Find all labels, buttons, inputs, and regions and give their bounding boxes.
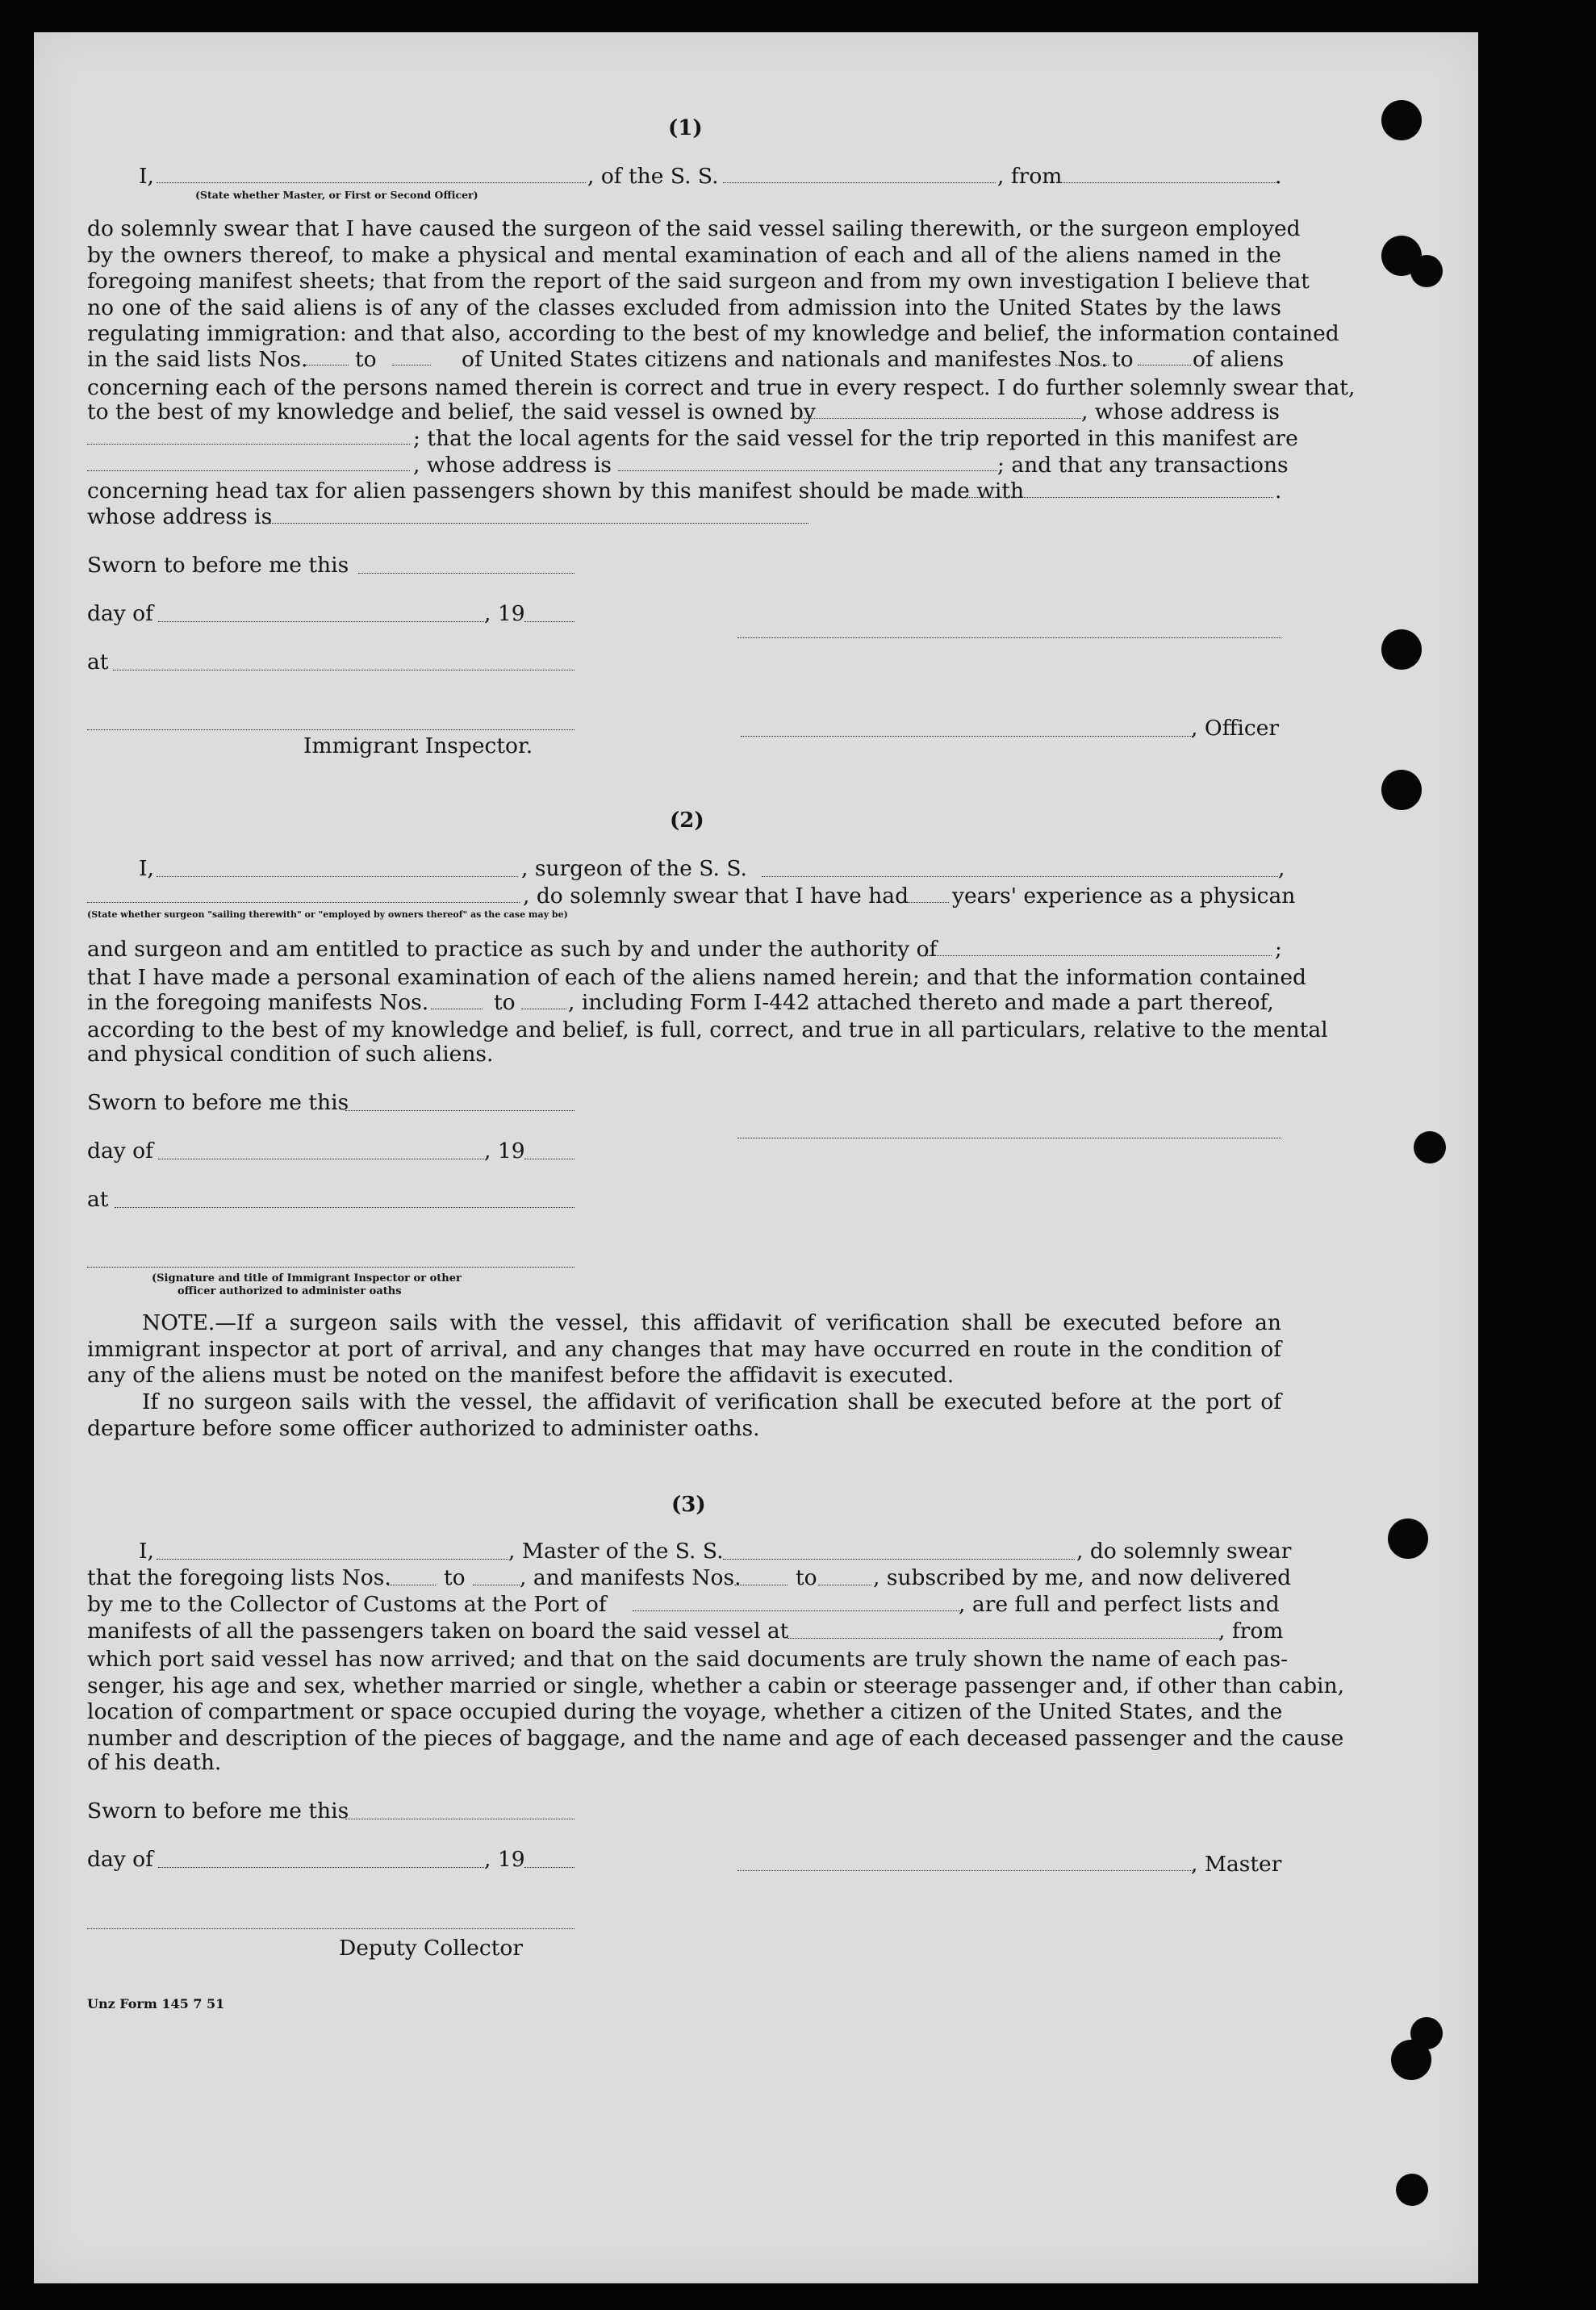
agents-address-label: , whose address is (413, 453, 612, 478)
swear-label: , do solemnly swear (1076, 1539, 1292, 1564)
officer-label: , Officer (1191, 716, 1280, 741)
ship-name-field[interactable] (723, 182, 996, 183)
aliens-label: of aliens (1193, 347, 1285, 372)
physical-line: and physical condition of such aliens. (87, 1042, 494, 1067)
binder-hole (1410, 255, 1443, 287)
label-of-ss: , of the S. S. (587, 164, 719, 189)
lists-label: in the said lists Nos. (87, 347, 308, 372)
month-field[interactable] (158, 621, 484, 622)
whose-address-label: whose address is (87, 504, 273, 529)
condition-paragraph (87, 1017, 1328, 1044)
to-label: to (1112, 347, 1134, 372)
oath-line: senger, his age and sex, whether married or single, whether a cabin or steerage passenger and, if other than cabin, (87, 1673, 1345, 1698)
note-paragraph: NOTE.—If a surgeon sails with the vessel, this affidavit of verification shall be executed before an immigrant inspector at port of arrival, and any changes that may have occurred en route in the condition of any of the aliens must be noted on the manifest before the affidavit is executed. (87, 1310, 1281, 1389)
signature-caption: (Signature and title of Immigrant Inspector or other (152, 1272, 462, 1284)
full-lists-label: , are full and perfect lists and (959, 1592, 1280, 1617)
officer-caption: (State whether Master, or First or Second Officer) (195, 189, 478, 201)
from-label: , from (1218, 1619, 1284, 1644)
surgeon-status-field[interactable] (87, 902, 520, 903)
label-i: I, (139, 1539, 154, 1564)
local-agents-label: ; that the local agents for the said vessel for the trip reported in this manifest are (413, 426, 1298, 451)
transactions-label: ; and that any transactions (997, 453, 1289, 478)
oath-paragraph (87, 216, 1339, 348)
from-port-field[interactable] (1059, 182, 1280, 183)
owned-by-label: to the best of my knowledge and belief, the said vessel is owned by (87, 399, 816, 424)
port-field[interactable] (633, 1610, 962, 1611)
swear-label: , do solemnly swear that I have had (523, 883, 909, 909)
surgeon-of-ss-label: , surgeon of the S. S. (521, 856, 747, 881)
binder-hole (1414, 1131, 1446, 1163)
period: . (1275, 478, 1282, 503)
foregoing-label: in the foregoing manifests Nos. (87, 990, 429, 1015)
signature-caption: officer authorized to administer oaths (178, 1285, 402, 1297)
alien-manifest-from-field[interactable] (1055, 365, 1109, 366)
master-ship-field[interactable] (723, 1559, 1075, 1560)
inspector-signature-field[interactable] (87, 729, 574, 730)
authority-label: and surgeon and am entitled to practice as such by and under the authority of (87, 937, 938, 962)
sworn-day-field[interactable] (358, 573, 574, 574)
section-1-heading: (1) (668, 116, 703, 140)
exam-line (87, 965, 1306, 992)
binder-hole (1381, 629, 1422, 670)
oath-line: regulating immigration: and that also, according to the best of my knowledge and belief, the information contained (87, 321, 1339, 347)
master-of-ss-label: , Master of the S. S. (508, 1539, 724, 1564)
concerning-line (87, 375, 1356, 402)
master-label: , Master (1191, 1852, 1282, 1877)
note-paragraph: If no surgeon sails with the vessel, the affidavit of verification shall be executed before at the port of departure before some officer authorized to administer oaths. (87, 1389, 1281, 1441)
authority-field[interactable] (921, 955, 1272, 956)
deputy-label: Deputy Collector (339, 1936, 523, 1961)
sworn-day-field[interactable] (345, 1110, 574, 1111)
year-prefix: , 19 (484, 1847, 525, 1872)
surgeon-ship-field[interactable] (762, 876, 1278, 877)
citizens-label: of United States citizens and nationals and manifestes Nos. (462, 347, 1108, 372)
oath-line: number and description of the pieces of baggage, and the name and age of each deceased passenger and the cause (87, 1725, 1344, 1751)
oath-line: which port said vessel has now arrived; and that on the said documents are truly shown the name of each pas- (87, 1647, 1289, 1672)
officer-signature-field[interactable] (737, 637, 1281, 638)
comma: , (1278, 856, 1285, 881)
label-i: I, (139, 164, 154, 189)
binder-hole (1381, 100, 1422, 140)
sworn-label: Sworn to before me this (87, 1798, 349, 1823)
according-text: according to the best of my knowledge and belief, is full, correct, and true in all particulars, relative to the mental (87, 1017, 1328, 1042)
owner-field[interactable] (796, 418, 1081, 419)
surgeon-name-field[interactable] (157, 876, 518, 877)
binder-hole (1396, 2174, 1428, 2206)
place-field[interactable] (115, 1207, 574, 1208)
master-name-field[interactable] (157, 1559, 508, 1560)
section-3-heading: (3) (671, 1493, 706, 1517)
citizen-list-to-field[interactable] (392, 365, 431, 366)
binder-hole (1388, 1518, 1428, 1559)
exam-text: that I have made a personal examination of each of the aliens named herein; and that the information contained (87, 965, 1306, 990)
to-label: to (796, 1565, 817, 1590)
owner-address-field[interactable] (87, 444, 410, 445)
to-label: to (444, 1565, 466, 1590)
head-tax-field[interactable] (954, 497, 1273, 498)
manifests-line-label: manifests of all the passengers taken on board the said vessel at (87, 1619, 789, 1644)
year-prefix: , 19 (484, 1138, 525, 1163)
oath-line: foregoing manifest sheets; that from the report of the said surgeon and from my own investigation I believe that (87, 269, 1310, 294)
label-from: , from (997, 164, 1063, 189)
master-signature-field[interactable] (737, 1870, 1193, 1871)
surgeon-caption: (State whether surgeon "sailing therewith" or "employed by owners thereof" as the case may be) (87, 909, 568, 920)
years-field[interactable] (900, 902, 949, 903)
collector-label: by me to the Collector of Customs at the Port of (87, 1592, 607, 1617)
including-label: , including Form I-442 attached thereto and made a part thereof, (568, 990, 1274, 1015)
form-number: Unz Form 145 7 51 (87, 1996, 225, 2011)
binder-hole (1381, 770, 1422, 810)
day-of-label: day of (87, 1847, 153, 1872)
years-label: years' experience as a physican (952, 883, 1296, 909)
section-2-heading: (2) (670, 808, 704, 833)
oath-line: location of compartment or space occupied during the voyage, whether a citizen of the United States, and the (87, 1699, 1283, 1725)
day-of-label: day of (87, 601, 153, 626)
embark-port-field[interactable] (788, 1638, 1220, 1639)
binder-hole (1391, 2040, 1431, 2080)
subscribed-label: , subscribed by me, and now delivered (873, 1565, 1292, 1590)
officer-name-field[interactable] (157, 182, 586, 183)
year-prefix: , 19 (484, 601, 525, 626)
to-label: to (494, 990, 516, 1015)
foregoing-lists-label: that the foregoing lists Nos. (87, 1565, 391, 1590)
concerning-text: concerning each of the persons named therein is correct and true in every respect. I do further solemnly swear that, (87, 375, 1356, 400)
inspector-label: Immigrant Inspector. (303, 733, 533, 758)
year-field[interactable] (524, 1867, 574, 1868)
deputy-signature-field[interactable] (87, 1928, 574, 1929)
last-line: of his death. (87, 1750, 222, 1775)
year-field[interactable] (524, 621, 574, 622)
period: . (1275, 164, 1282, 189)
owner-address-label: , whose address is (1081, 399, 1281, 424)
local-agents-field[interactable] (87, 470, 410, 471)
oath-line: no one of the said aliens is of any of the classes excluded from admission into the United States by the laws (87, 294, 1281, 320)
oath-line: do solemnly swear that I have caused the surgeon of the said vessel sailing therewith, or the surgeon employed (87, 216, 1301, 241)
label-i: I, (139, 856, 154, 881)
manifests-label: , and manifests Nos. (520, 1565, 742, 1590)
master-oath-paragraph (87, 1647, 1345, 1752)
officer-name-signature-field[interactable] (741, 736, 1193, 737)
citizen-list-from-field[interactable] (305, 365, 349, 366)
inspector-signature-field[interactable] (87, 1267, 574, 1268)
month-field[interactable] (158, 1867, 484, 1868)
head-tax-address-field[interactable] (269, 523, 808, 524)
at-label: at (87, 1187, 109, 1212)
day-of-label: day of (87, 1138, 153, 1163)
semicolon: ; (1275, 937, 1282, 962)
sworn-label: Sworn to before me this (87, 1090, 349, 1115)
agents-address-field[interactable] (618, 470, 997, 471)
oath-line: by the owners thereof, to make a physical and mental examination of each and all of the aliens named in the (87, 242, 1281, 268)
alien-manifest-to-field[interactable] (1138, 365, 1191, 366)
sworn-label: Sworn to before me this (87, 553, 349, 578)
head-tax-label: concerning head tax for alien passengers shown by this manifest should be made with (87, 478, 1025, 503)
at-label: at (87, 650, 109, 675)
to-label: to (355, 347, 377, 372)
